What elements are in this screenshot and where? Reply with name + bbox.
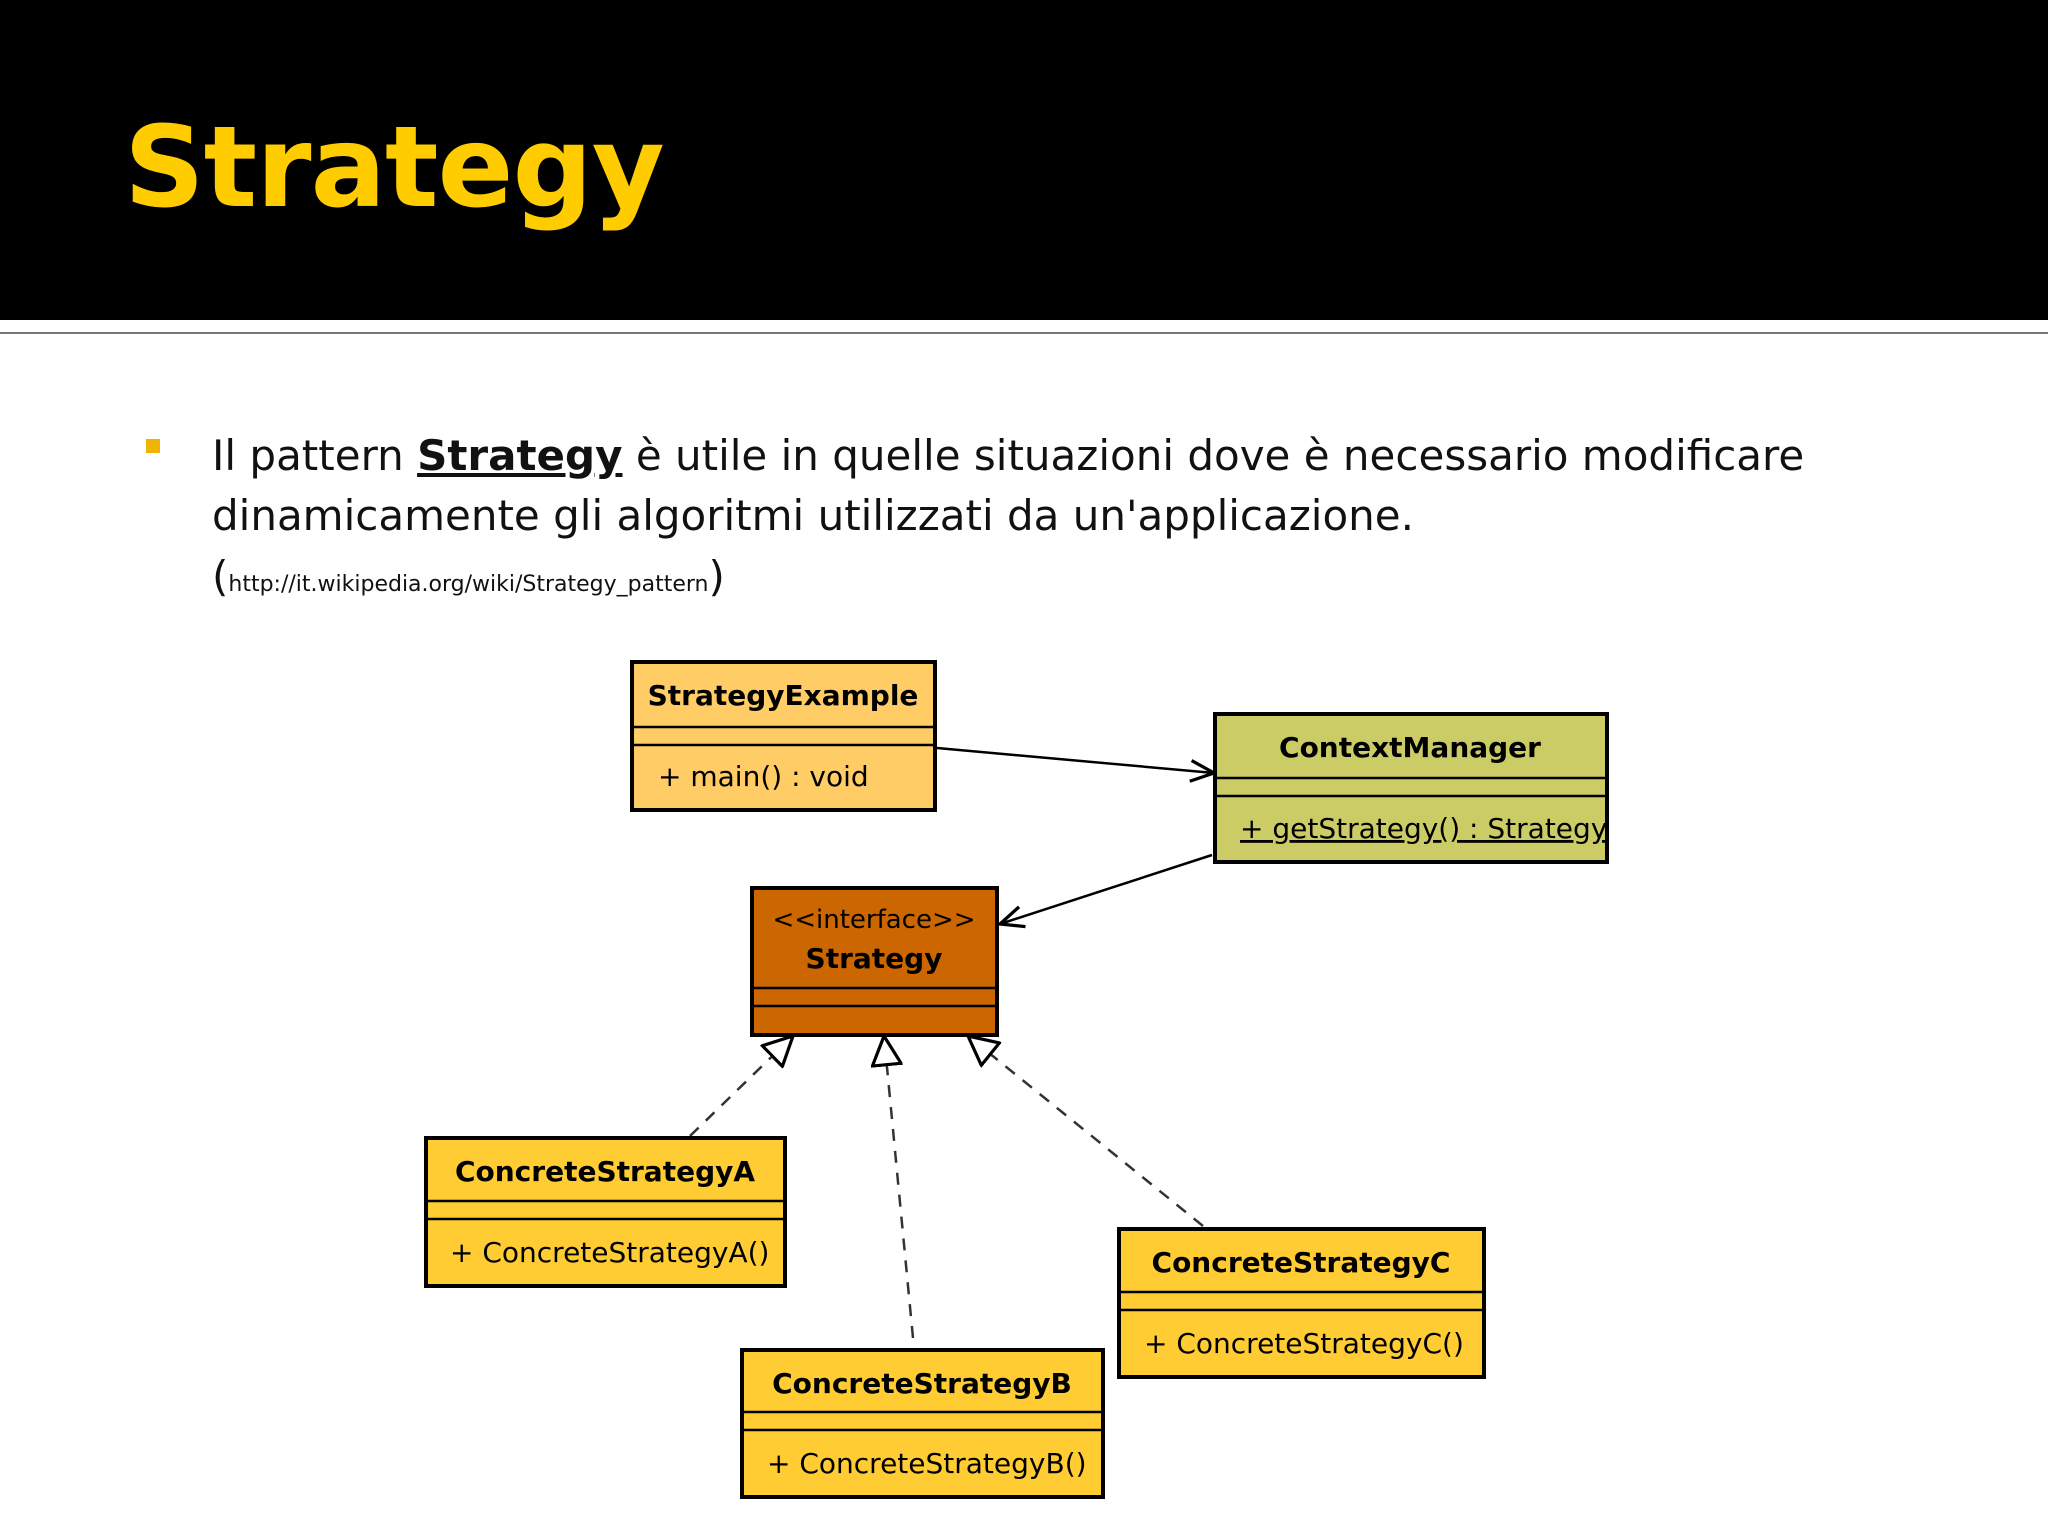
- interface-strategy: [752, 888, 997, 1035]
- class-name: ConcreteStrategyC: [1151, 1246, 1451, 1279]
- class-name: ConcreteStrategyA: [454, 1155, 756, 1188]
- citation-open: (: [212, 552, 229, 601]
- class-concrete-strategy-a: [426, 1138, 785, 1286]
- realize-a-to-strategy: [690, 1036, 793, 1136]
- realize-b-to-strategy: [884, 1036, 913, 1338]
- class-strategy-example: [632, 662, 935, 810]
- class-context-manager: [1215, 714, 1607, 862]
- class-member: + ConcreteStrategyA(): [450, 1236, 770, 1269]
- citation-close: ): [708, 552, 725, 601]
- class-member: + ConcreteStrategyC(): [1144, 1327, 1464, 1360]
- assoc-context-to-strategy: [1000, 855, 1212, 924]
- class-member: + getStrategy() : Strategy: [1240, 812, 1608, 845]
- slide-title: Strategy: [124, 103, 664, 233]
- class-name: StrategyExample: [647, 679, 919, 712]
- class-member: + ConcreteStrategyB(): [767, 1447, 1087, 1480]
- class-member: + main() : void: [658, 760, 869, 793]
- bullet-prefix: Il pattern: [212, 431, 418, 480]
- class-name: ContextManager: [1279, 731, 1541, 764]
- citation-link[interactable]: http://it.wikipedia.org/wiki/Strategy_pattern: [228, 572, 709, 597]
- bullet-suffix: è utile in quelle situazioni dove è necessario modificare dinamicamente gli algoritmi utilizzati da un'applicazione.: [212, 431, 1805, 540]
- stereotype-label: <<interface>>: [772, 905, 976, 935]
- assoc-example-to-context: [937, 748, 1214, 773]
- class-concrete-strategy-c: [1119, 1229, 1484, 1377]
- bullet-keyword: Strategy: [417, 431, 623, 480]
- class-concrete-strategy-b: [742, 1350, 1103, 1497]
- realize-c-to-strategy: [968, 1036, 1203, 1226]
- class-name: ConcreteStrategyB: [772, 1367, 1072, 1400]
- class-name: Strategy: [805, 942, 943, 975]
